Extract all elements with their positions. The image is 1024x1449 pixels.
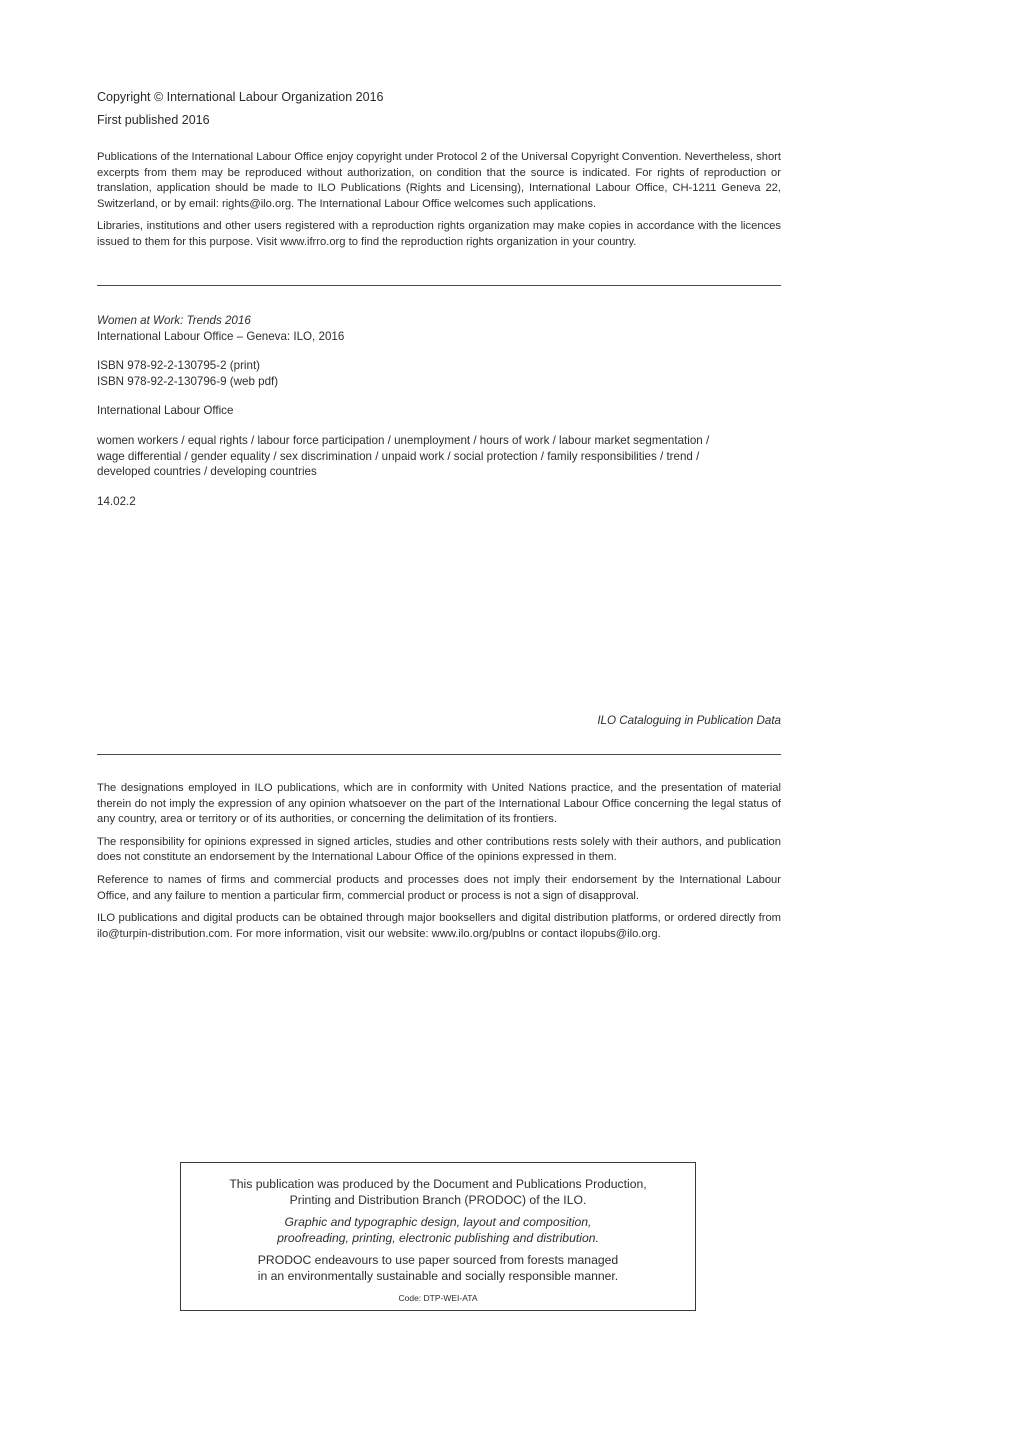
cip-label: ILO Cataloguing in Publication Data [597, 714, 781, 727]
commercial-products-disclaimer: Reference to names of firms and commercial products and processes does not imply their endorsement by the International Labour Office, and any failure to mention a particular firm, commercial product or process is not a sign of disapproval. [97, 873, 781, 902]
isbn-print: ISBN 978-92-2-130795-2 (print) [97, 359, 261, 373]
copyright-notice: Copyright © International Labour Organization 2016 [97, 90, 384, 104]
disclaimers-section [97, 781, 781, 942]
opinions-disclaimer: The responsibility for opinions expressed in signed articles, studies and other contributions rests solely with their authors, and publication does not constitute an endorsement by the International Labour Office of the opinions expressed in them. [97, 835, 781, 864]
divider-top [97, 285, 781, 286]
prodoc-code: Code: DTP-WEI-ATA [398, 1293, 478, 1303]
designations-disclaimer: The designations employed in ILO publications, which are in conformity with United Nations practice, and the presentation of material therein do not imply the expression of any opinion whatsoever on the part of the International Labour Office concerning the legal status of any country, area or territory or of its authorities, or concerning the delimitation of its frontiers. [97, 782, 781, 826]
keywords-line: wage differential / gender equality / sex discrimination / unpaid work / social protection / family responsibilities / trend / [97, 449, 700, 463]
prodoc-line: Printing and Distribution Branch (PRODOC) of the ILO. [289, 1193, 587, 1207]
first-published-notice: First published 2016 [97, 113, 210, 127]
reproduction-rights-paragraph: Libraries, institutions and other users registered with a reproduction rights organization may make copies in accordance with the licences issued to them for this purpose. Visit www.ifrro.org to find the reproduction rights organization in your country. [97, 220, 781, 248]
prodoc-services-line: proofreading, printing, electronic publishing and distribution. [277, 1231, 599, 1245]
rights-section [97, 150, 781, 251]
rights-paragraph: Publications of the International Labour Office enjoy copyright under Protocol 2 of the Universal Copyright Convention. Nevertheless, short excerpts from them may be reproduced without authorization, on condition that the source is indicated. For rights of reproduction or translation, application should be made to ILO Publications (Rights and Licensing), International Labour Office, CH-1211 Geneva 22, Switzerland, or by email: rights@ilo.org. The International Labour Office welcomes such applications. [97, 151, 781, 210]
divider-bottom [97, 754, 781, 755]
corporate-author-group [97, 403, 781, 419]
keywords-line: developed countries / developing countries [97, 465, 317, 479]
prodoc-services-line: Graphic and typographic design, layout and composition, [284, 1215, 592, 1229]
keywords-group [97, 433, 781, 480]
keywords-line: women workers / equal rights / labour force participation / unemployment / hours of work / labour market segmentation / [97, 433, 710, 447]
prodoc-line: This publication was produced by the Document and Publications Production, [229, 1177, 647, 1191]
prodoc-paper-line: PRODOC endeavours to use paper sourced from forests managed [257, 1253, 619, 1267]
publication-title: Women at Work: Trends 2016 [97, 314, 251, 327]
publisher-line: International Labour Office – Geneva: ILO, 2016 [97, 329, 345, 343]
prodoc-paper-line: in an environmentally sustainable and socially responsible manner. [257, 1269, 619, 1283]
corporate-author: International Labour Office [97, 404, 234, 418]
isbn-group [97, 358, 781, 389]
cataloguing-data [97, 313, 781, 509]
distribution-info: ILO publications and digital products can be obtained through major booksellers and digital distribution platforms, or ordered directly from ilo@turpin-distribution.com. For more information, visit our website: www.ilo.org/publns or contact ilopubs@ilo.org. [97, 912, 781, 940]
class-number: 14.02.2 [97, 494, 136, 508]
class-number-group [97, 494, 781, 510]
isbn-web: ISBN 978-92-2-130796-9 (web pdf) [97, 374, 279, 388]
catalog-title-group [97, 313, 781, 344]
prodoc-notice-box [180, 1162, 696, 1311]
